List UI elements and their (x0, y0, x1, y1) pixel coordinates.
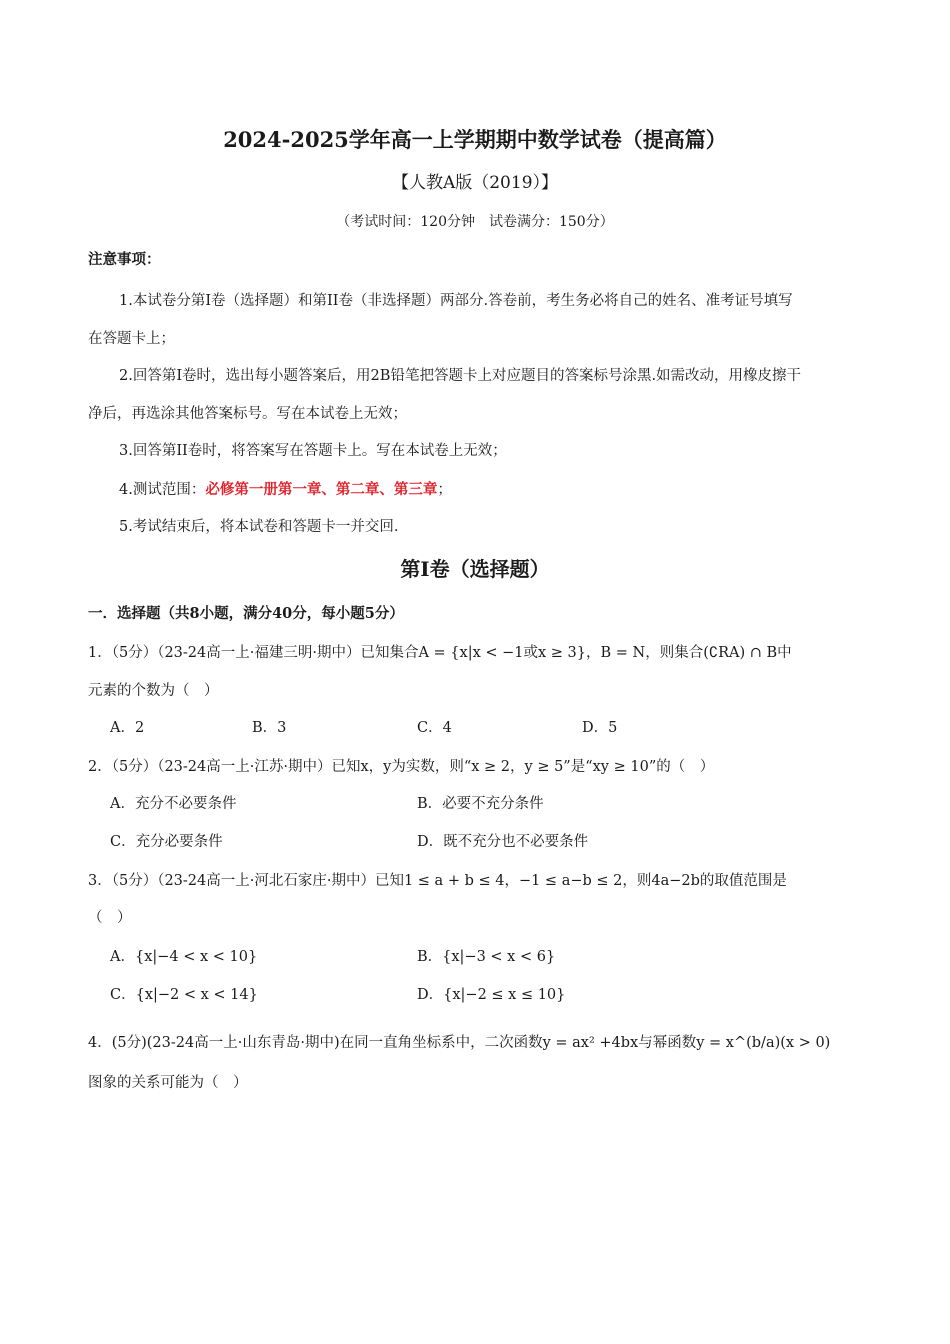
question-3-option-c: C．{x|−2 < x < 14} (110, 987, 258, 1003)
notice-list (88, 283, 908, 547)
notice-heading: 注意事项： (88, 251, 161, 268)
question-1-option-b: B．3 (252, 720, 287, 736)
notice-item-2 (88, 358, 908, 433)
question-2-stem: 2．（5分）（23-24高一上·江苏·期中）已知x，y为实数，则“x ≥ 2，y ≥ 5”是“xy ≥ 10”的（ ） (88, 759, 715, 775)
question-3-stem-cont: （ ） (88, 910, 132, 926)
part-heading: 一．选择题（共8小题，满分40分，每小题5分） (88, 605, 404, 622)
notice-item-4-suffix: ； (437, 481, 452, 498)
question-3-option-b: B．{x|−3 < x < 6} (417, 949, 556, 965)
question-4-stem-cont: 图象的关系可能为（ ） (88, 1075, 248, 1091)
question-1-option-c: C．4 (417, 720, 452, 736)
notice-item-1-line-2: 在答题卡上； (88, 330, 175, 347)
question-1-option-a: A．2 (110, 720, 145, 736)
notice-item-2-line-2: 净后，再选涂其他答案标号。写在本试卷上无效； (88, 405, 407, 422)
question-2-option-c: C．充分必要条件 (110, 834, 223, 850)
question-1-stem: 1．（5分）（23-24高一上·福建三明·期中）已知集合A = {x|x < −1或x ≥ 3}，B = N，则集合(∁RA) ∩ B中 (88, 645, 792, 661)
question-4-stem: 4．(5分)(23-24高一上·山东青岛·期中)在同一直角坐标系中，二次函数y = ax² +4bx与幂函数y = x^(b/a)(x > 0) (88, 1035, 831, 1051)
notice-item-5: 5.考试结束后，将本试卷和答题卡一并交回. (119, 519, 399, 535)
notice-item-1 (88, 283, 908, 358)
question-2-option-a: A．充分不必要条件 (110, 796, 237, 812)
exam-title: 2024-2025学年高一上学期期中数学试卷（提高篇） (223, 127, 727, 152)
notice-item-1-line-1: 1.本试卷分第I卷（选择题）和第II卷（非选择题）两部分.答卷前，考生务必将自己的姓名、准考证号填写 (119, 293, 793, 309)
notice-item-4 (88, 471, 908, 510)
question-3-stem: 3．（5分）（23-24高一上·河北石家庄·期中）已知1 ≤ a + b ≤ 4，−1 ≤ a−b ≤ 2，则4a−2b的取值范围是 (88, 873, 787, 889)
notice-item-2-line-1: 2.回答第I卷时，选出每小题答案后，用2B铅笔把答题卡上对应题目的答案标号涂黑.如需改动，用橡皮擦干 (119, 368, 802, 384)
test-scope: 必修第一册第一章、第二章、第三章 (205, 480, 438, 498)
question-1-option-d: D．5 (582, 720, 618, 736)
question-2-option-b: B．必要不充分条件 (417, 796, 544, 812)
exam-edition: 【人教A版（2019）】 (391, 173, 559, 193)
question-3-option-d: D．{x|−2 ≤ x ≤ 10} (417, 987, 566, 1003)
notice-item-3: 3.回答第II卷时，将答案写在答题卡上。写在本试卷上无效； (119, 443, 507, 459)
question-1-stem-cont: 元素的个数为（ ） (88, 683, 219, 699)
question-3-option-a: A．{x|−4 < x < 10} (110, 949, 258, 965)
notice-item-4-prefix: 4.测试范围： (119, 481, 206, 498)
question-2-option-d: D．既不充分也不必要条件 (417, 834, 589, 850)
exam-time-score: （考试时间：120分钟 试卷满分：150分） (336, 214, 614, 230)
section-title: 第I卷（选择题） (400, 557, 550, 581)
